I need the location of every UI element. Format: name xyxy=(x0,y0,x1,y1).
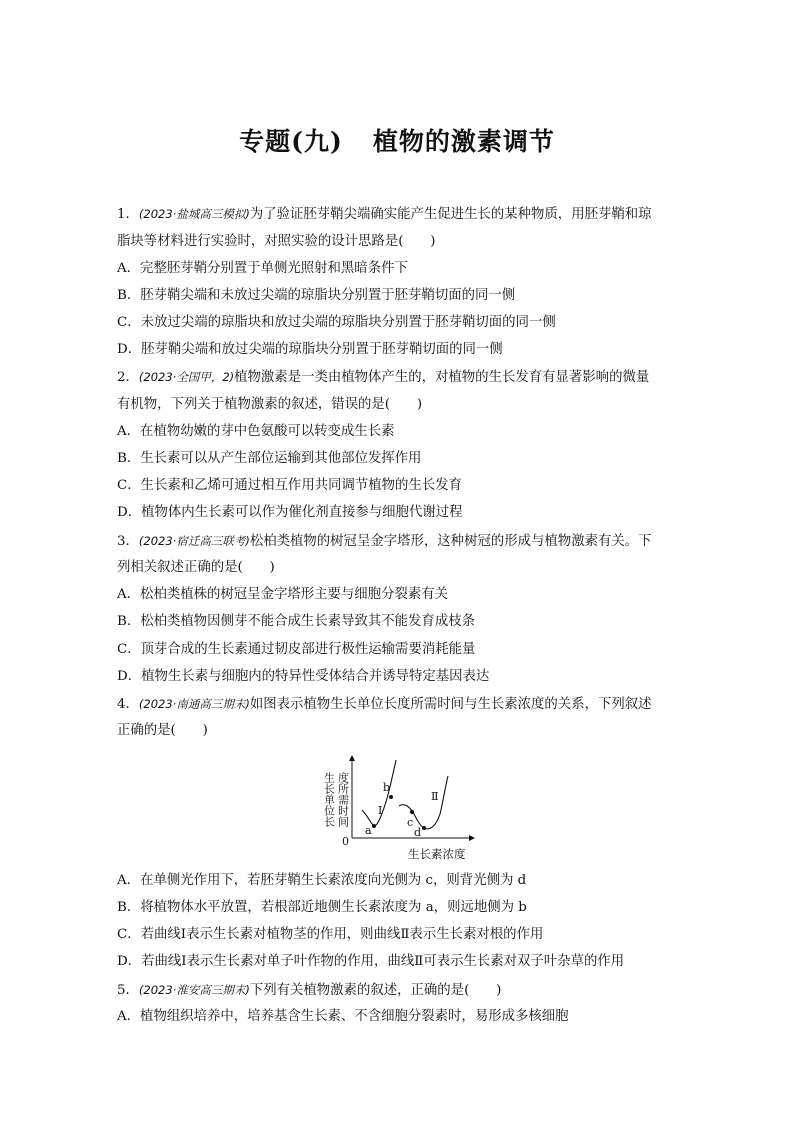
question-number: 5． xyxy=(117,983,139,998)
y-axis-label-col1: 生长单位长 xyxy=(322,772,336,827)
question-2-stem-cont: 有机物，下列关于植物激素的叙述，错误的是( ) xyxy=(117,397,423,412)
question-1-option-b: B．胚芽鞘尖端和未放过尖端的琼脂块分别置于胚芽鞘切面的同一侧 xyxy=(117,288,516,303)
question-4-option-a: A．在单侧光作用下，若胚芽鞘生长素浓度向光侧为 c，则背光侧为 d xyxy=(117,873,527,888)
point-d-marker xyxy=(422,826,426,830)
question-2-option-b: B．生长素可以从产生部位运输到其他部位发挥作用 xyxy=(117,451,422,466)
curve-1-label: Ⅰ xyxy=(378,804,383,817)
question-1-option-d: D．胚芽鞘尖端和放过尖端的琼脂块分别置于胚芽鞘切面的同一侧 xyxy=(117,342,503,357)
point-d-label: d xyxy=(414,826,422,839)
question-1-option-a: A．完整胚芽鞘分别置于单侧光照射和黑暗条件下 xyxy=(117,261,408,276)
question-1-option-c: C．未放过尖端的琼脂块和放过尖端的琼脂块分别置于胚芽鞘切面的同一侧 xyxy=(117,315,556,330)
page-title xyxy=(0,122,794,158)
question-number: 3． xyxy=(117,534,139,549)
growth-curve-figure xyxy=(312,752,492,870)
question-2-stem: 2．(2023·全国甲，2)植物激素是一类由植物体产生的，对植物的生长发育有显著影响的微量 xyxy=(117,370,650,385)
question-2-option-c: C．生长素和乙烯可通过相互作用共同调节植物的生长发育 xyxy=(117,478,463,493)
question-3-option-b: B．松柏类植物因侧芽不能合成生长素导致其不能发育成枝条 xyxy=(117,614,475,629)
question-4-stem-cont: 正确的是( ) xyxy=(117,723,208,738)
point-a-label: a xyxy=(365,824,372,837)
question-number: 2． xyxy=(117,370,139,385)
question-2-option-d: D．植物体内生长素可以作为催化剂直接参与细胞代谢过程 xyxy=(117,505,463,520)
x-axis-label: 生长素浓度 xyxy=(408,847,466,861)
question-2-option-a: A．在植物幼嫩的芽中色氨酸可以转变成生长素 xyxy=(117,424,395,439)
question-5-option-a: A．植物组织培养中，培养基含生长素、不含细胞分裂素时，易形成多核细胞 xyxy=(117,1009,569,1024)
question-number: 1． xyxy=(117,207,139,222)
question-5-stem: 5．(2023·淮安高三期末)下列有关植物激素的叙述，正确的是( ) xyxy=(117,983,502,998)
point-b-label: b xyxy=(383,781,391,794)
question-3-option-d: D．植物生长素与细胞内的特异性受体结合并诱导特定基因表达 xyxy=(117,669,490,684)
question-1-stem: 1．(2023·盐城高三模拟)为了验证胚芽鞘尖端确实能产生促进生长的某种物质，用胚芽鞘和琼 xyxy=(117,207,652,222)
question-source: (2023·宿迁高三联考) xyxy=(138,534,250,548)
origin-label: 0 xyxy=(342,835,349,848)
question-source: (2023·全国甲，2) xyxy=(138,370,235,384)
question-source: (2023·盐城高三模拟) xyxy=(138,207,250,221)
y-axis-label-col2: 度所需时间 xyxy=(336,772,350,827)
question-4-option-d: D．若曲线Ⅰ表示生长素对单子叶作物的作用，曲线Ⅱ可表示生长素对双子叶杂草的作用 xyxy=(117,954,625,969)
curve-2-label: Ⅱ xyxy=(431,790,439,803)
question-4-option-b: B．将植物体水平放置，若根部近地侧生长素浓度为 a，则远地侧为 b xyxy=(117,900,527,915)
question-4-option-c: C．若曲线Ⅰ表示生长素对植物茎的作用，则曲线Ⅱ表示生长素对根的作用 xyxy=(117,927,544,942)
point-a-marker xyxy=(372,824,376,828)
question-source: (2023·淮安高三期末) xyxy=(138,983,250,997)
point-b-marker xyxy=(389,795,393,799)
title-topic-number: 专题(九) xyxy=(239,127,343,156)
question-4-stem: 4．(2023·南通高三期末)如图表示植物生长单位长度所需时间与生长素浓度的关系，下列叙述 xyxy=(117,697,652,712)
question-3-option-a: A．松柏类植株的树冠呈金字塔形主要与细胞分裂素有关 xyxy=(117,587,449,602)
point-c-marker xyxy=(410,810,414,814)
question-source: (2023·南通高三期末) xyxy=(138,697,250,711)
question-3-option-c: C．顶芽合成的生长素通过韧皮部进行极性运输需要消耗能量 xyxy=(117,642,476,657)
question-3-stem: 3．(2023·宿迁高三联考)松柏类植物的树冠呈金字塔形，这种树冠的形成与植物激素有关。下 xyxy=(117,534,652,549)
question-number: 4． xyxy=(117,697,139,712)
question-1-stem-cont: 脂块等材料进行实验时，对照实验的设计思路是( ) xyxy=(117,234,436,249)
question-3-stem-cont: 列相关叙述正确的是( ) xyxy=(117,560,275,575)
title-topic-name: 植物的激素调节 xyxy=(372,127,555,156)
point-c-label: c xyxy=(407,816,414,829)
